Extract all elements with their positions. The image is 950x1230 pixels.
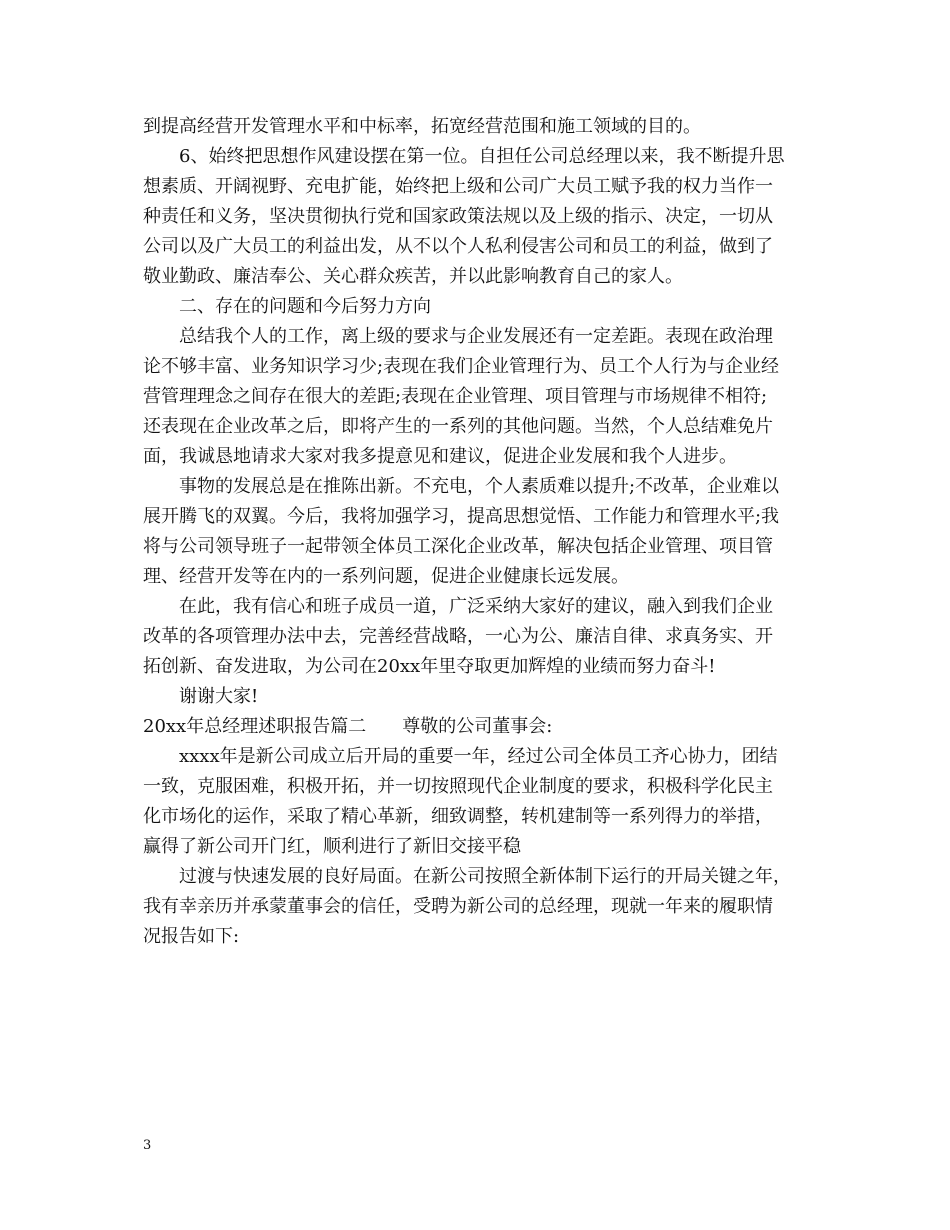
text-line: 总结我个人的工作，离上级的要求与企业发展还有一定差距。表现在政治理 bbox=[179, 326, 773, 347]
document-body bbox=[143, 112, 823, 952]
text-line: 还表现在企业改革之后，即将产生的一系列的其他问题。当然，个人总结难免片 bbox=[143, 416, 773, 437]
text-line: 6、始终把思想作风建设摆在第一位。自担任公司总经理以来，我不断提升思 bbox=[179, 146, 785, 167]
text-line: 过渡与快速发展的良好局面。在新公司按照全新体制下运行的开局关键之年， bbox=[179, 866, 791, 887]
section-heading: 二、存在的问题和今后努力方向 bbox=[179, 296, 431, 317]
report-title-line: 20xx年总经理述职报告篇二 尊敬的公司董事会: bbox=[143, 716, 553, 737]
text-line: 改革的各项管理办法中去，完善经营战略，一心为公、廉洁自律、求真务实、开 bbox=[143, 626, 773, 647]
text-line: 谢谢大家! bbox=[179, 686, 259, 707]
text-line: 一致，克服困难，积极开拓，并一切按照现代企业制度的要求，积极科学化民主 bbox=[143, 776, 773, 797]
text-line: 事物的发展总是在推陈出新。不充电，个人素质难以提升;不改革，企业难以 bbox=[179, 476, 780, 497]
text-line: 况报告如下: bbox=[143, 926, 240, 947]
text-line: 展开腾飞的双翼。今后，我将加强学习，提高思想觉悟、工作能力和管理水平;我 bbox=[143, 506, 780, 527]
text-line: 理、经营开发等在内的一系列问题，促进企业健康长远发展。 bbox=[143, 566, 629, 587]
text-line: 公司以及广大员工的利益出发，从不以个人私利侵害公司和员工的利益，做到了 bbox=[143, 236, 773, 257]
text-line: xxxx年是新公司成立后开局的重要一年，经过公司全体员工齐心协力，团结 bbox=[179, 746, 778, 767]
text-line: 化市场化的运作，采取了精心革新，细致调整，转机建制等一系列得力的举措， bbox=[143, 806, 773, 827]
text-line: 在此，我有信心和班子成员一道，广泛采纳大家好的建议，融入到我们企业 bbox=[179, 596, 773, 617]
text-line: 种责任和义务，坚决贯彻执行党和国家政策法规以及上级的指示、决定，一切从 bbox=[143, 206, 773, 227]
text-line: 营管理理念之间存在很大的差距;表现在企业管理、项目管理与市场规律不相符; bbox=[143, 386, 768, 407]
text-line: 到提高经营开发管理水平和中标率，拓宽经营范围和施工领域的目的。 bbox=[143, 116, 701, 137]
text-line: 论不够丰富、业务知识学习少;表现在我们企业管理行为、员工个人行为与企业经 bbox=[143, 356, 780, 377]
page-number: 3 bbox=[143, 1138, 152, 1153]
text-line: 敬业勤政、廉洁奉公、关心群众疾苦，并以此影响教育自己的家人。 bbox=[143, 266, 683, 287]
text-line: 拓创新、奋发进取，为公司在20xx年里夺取更加辉煌的业绩而努力奋斗! bbox=[143, 656, 716, 677]
text-line: 想素质、开阔视野、充电扩能，始终把上级和公司广大员工赋予我的权力当作一 bbox=[143, 176, 773, 197]
text-line: 面，我诚恳地请求大家对我多提意见和建议，促进企业发展和我个人进步。 bbox=[143, 446, 737, 467]
text-line: 我有幸亲历并承蒙董事会的信任，受聘为新公司的总经理，现就一年来的履职情 bbox=[143, 896, 773, 917]
text-line: 赢得了新公司开门红，顺利进行了新旧交接平稳 bbox=[143, 836, 521, 857]
text-line: 将与公司领导班子一起带领全体员工深化企业改革，解决包括企业管理、项目管 bbox=[143, 536, 773, 557]
